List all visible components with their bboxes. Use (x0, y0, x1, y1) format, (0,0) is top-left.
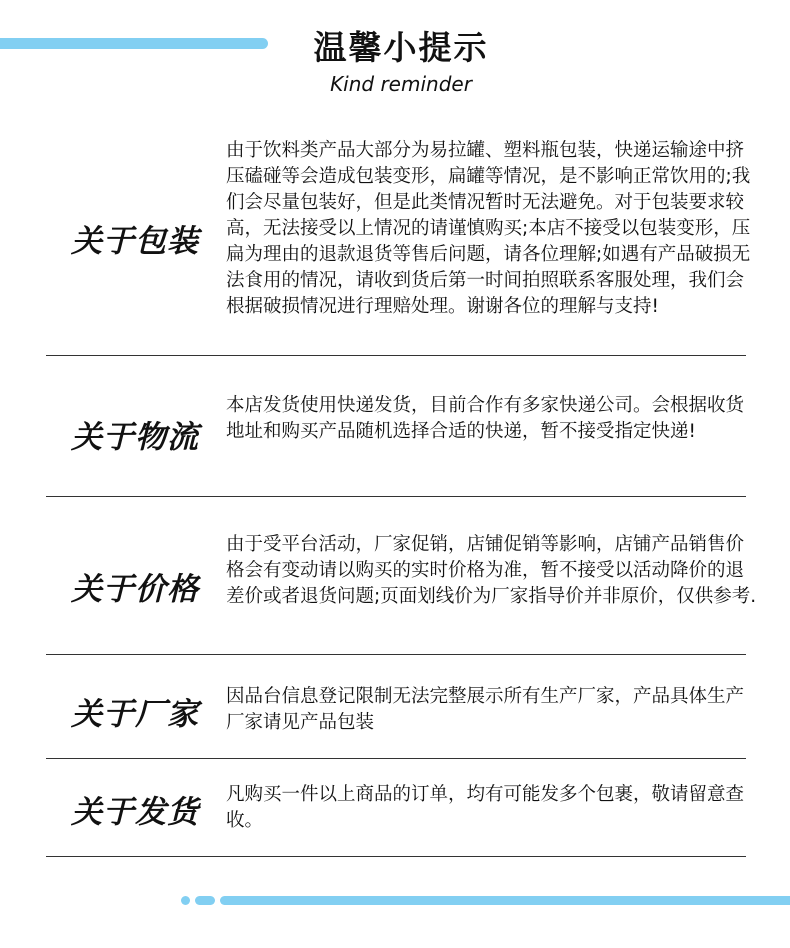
section-price (46, 532, 757, 640)
footer-dash (195, 896, 215, 905)
section-text: 凡购买一件以上商品的订单，均有可能发多个包裹，敬请留意查收。 (226, 784, 745, 831)
page-title: 温馨小提示 (313, 28, 489, 67)
section-label: 关于价格 (71, 571, 199, 608)
section-text: 由于饮料类产品大部分为易拉罐、塑料瓶包装，快递运输途中挤压磕碰等会造成包装变形，扁罐等情况，是不影响正常饮用的;我们会尽量包装好，但是此类情况暂时无法避免。对于包装要求较高，无法接受以上情况的请谨慎购买;本店不接受以包装变形，压扁为理由的退款退货等售后问题，请各位理解;如遇有产品破损无法食用的情况，请收到货后第一时间拍照联系客服处理，我们会根据破损情况进行理赔处理。谢谢各位的理解与支持! (226, 140, 751, 317)
section-label: 关于物流 (71, 419, 199, 456)
section-text: 因品台信息登记限制无法完整展示所有生产厂家，产品具体生产厂家请见产品包装 (226, 686, 745, 733)
section-label: 关于发货 (71, 794, 199, 831)
divider (46, 758, 746, 759)
page-subtitle: Kind reminder (330, 72, 472, 96)
divider (46, 355, 746, 356)
section-manufacturer (46, 684, 746, 738)
section-logistics (46, 393, 746, 475)
section-label: 关于厂家 (71, 696, 199, 733)
section-packaging (46, 138, 751, 338)
section-shipping (46, 782, 746, 836)
section-label: 关于包装 (71, 223, 199, 260)
divider (46, 496, 746, 497)
divider (46, 856, 746, 857)
section-text: 由于受平台活动，厂家促销，店铺促销等影响，店铺产品销售价格会有变动请以购买的实时价格为准，暂不接受以活动降价的退差价或者退货问题;页面划线价为厂家指导价并非原价，仅供参考. (226, 534, 757, 607)
divider (46, 654, 746, 655)
section-text: 本店发货使用快递发货，目前合作有多家快递公司。会根据收货地址和购买产品随机选择合适的快递，暂不接受指定快递! (226, 395, 745, 442)
footer-dot (181, 896, 190, 905)
footer-accent-bar (220, 896, 790, 905)
